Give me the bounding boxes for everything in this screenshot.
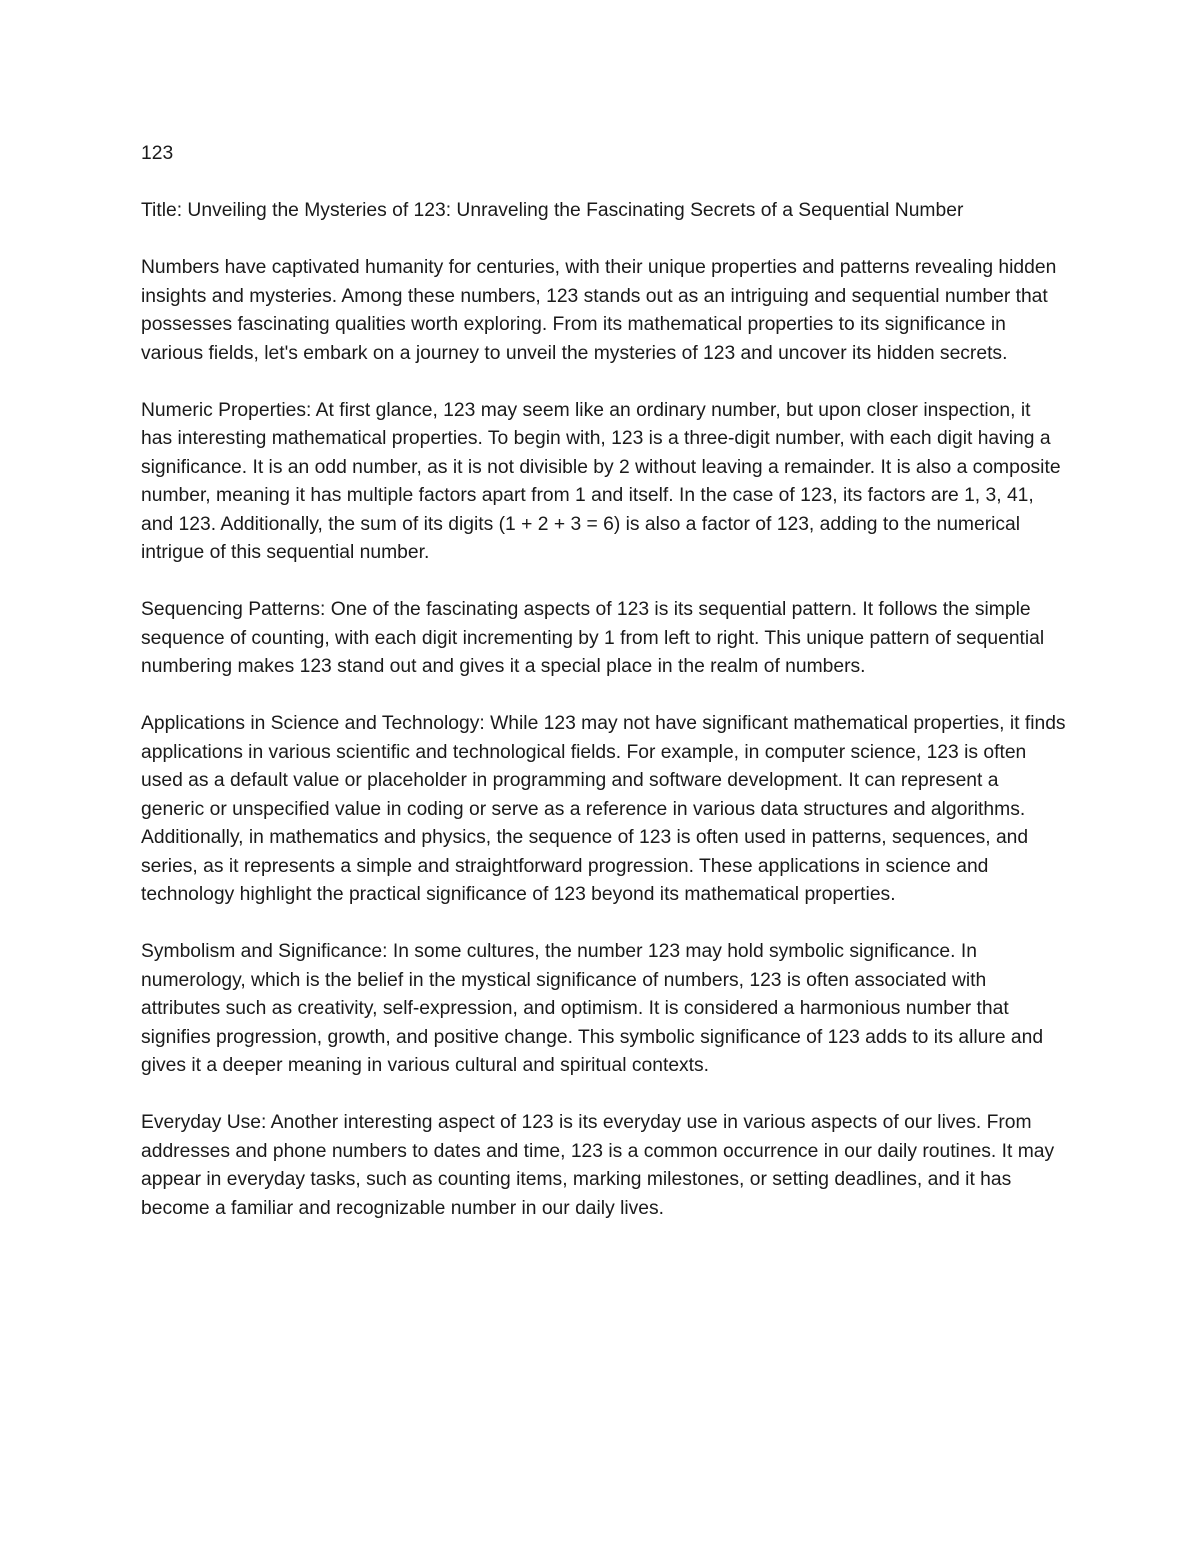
paragraph-intro: Numbers have captivated humanity for centuries, with their unique properties and patterns revealing hidden insights and mysteries. Among these numbers, 123 stands out as an intriguing and sequential number that possesses fascinating qualities worth exploring. From its mathematical properties to its significance in various fields, let's embark on a journey to unveil the mysteries of 123 and uncover its hidden secrets.: [141, 257, 1057, 364]
paragraph-applications: Applications in Science and Technology: While 123 may not have significant mathematical properties, it finds applications in various scientific and technological fields. For example, in computer science, 123 is often used as a default value or placeholder in programming and software development. It can represent a generic or unspecified value in coding or serve as a reference in various data structures and algorithms. Additionally, in mathematics and physics, the sequence of 123 is often used in patterns, sequences, and series, as it represents a simple and straightforward progression. These applications in science and technology highlight the practical significance of 123 beyond its mathematical properties.: [141, 713, 1066, 905]
document-title: Title: Unveiling the Mysteries of 123: Unraveling the Fascinating Secrets of a Sequential Number: [141, 200, 964, 221]
paragraph-everyday-use: Everyday Use: Another interesting aspect of 123 is its everyday use in various aspects of our lives. From addresses and phone numbers to dates and time, 123 is a common occurrence in our daily routines. It may appear in everyday tasks, such as counting items, marking milestones, or setting deadlines, and it has become a familiar and recognizable number in our daily lives.: [141, 1112, 1055, 1219]
paragraph-symbolism: Symbolism and Significance: In some cultures, the number 123 may hold symbolic significance. In numerology, which is the belief in the mystical significance of numbers, 123 is often associated with attributes such as creativity, self-expression, and optimism. It is considered a harmonious number that signifies progression, growth, and positive change. This symbolic significance of 123 adds to its allure and gives it a deeper meaning in various cultural and spiritual contexts.: [141, 941, 1044, 1076]
paragraph-sequencing-patterns: Sequencing Patterns: One of the fascinating aspects of 123 is its sequential pattern. It follows the simple sequence of counting, with each digit incrementing by 1 from left to right. This unique pattern of sequential numbering makes 123 stand out and gives it a special place in the realm of numbers.: [141, 599, 1045, 677]
paragraph-numeric-properties: Numeric Properties: At first glance, 123 may seem like an ordinary number, but upon closer inspection, it has interesting mathematical properties. To begin with, 123 is a three-digit number, with each digit having a significance. It is an odd number, as it is not divisible by 2 without leaving a remainder. It is also a composite number, meaning it has multiple factors apart from 1 and itself. In the case of 123, its factors are 1, 3, 41, and 123. Additionally, the sum of its digits (1 + 2 + 3 = 6) is also a factor of 123, adding to the numerical intrigue of this sequential number.: [141, 399, 1061, 563]
document-body: [141, 140, 1066, 1252]
document-heading: 123: [141, 143, 174, 164]
